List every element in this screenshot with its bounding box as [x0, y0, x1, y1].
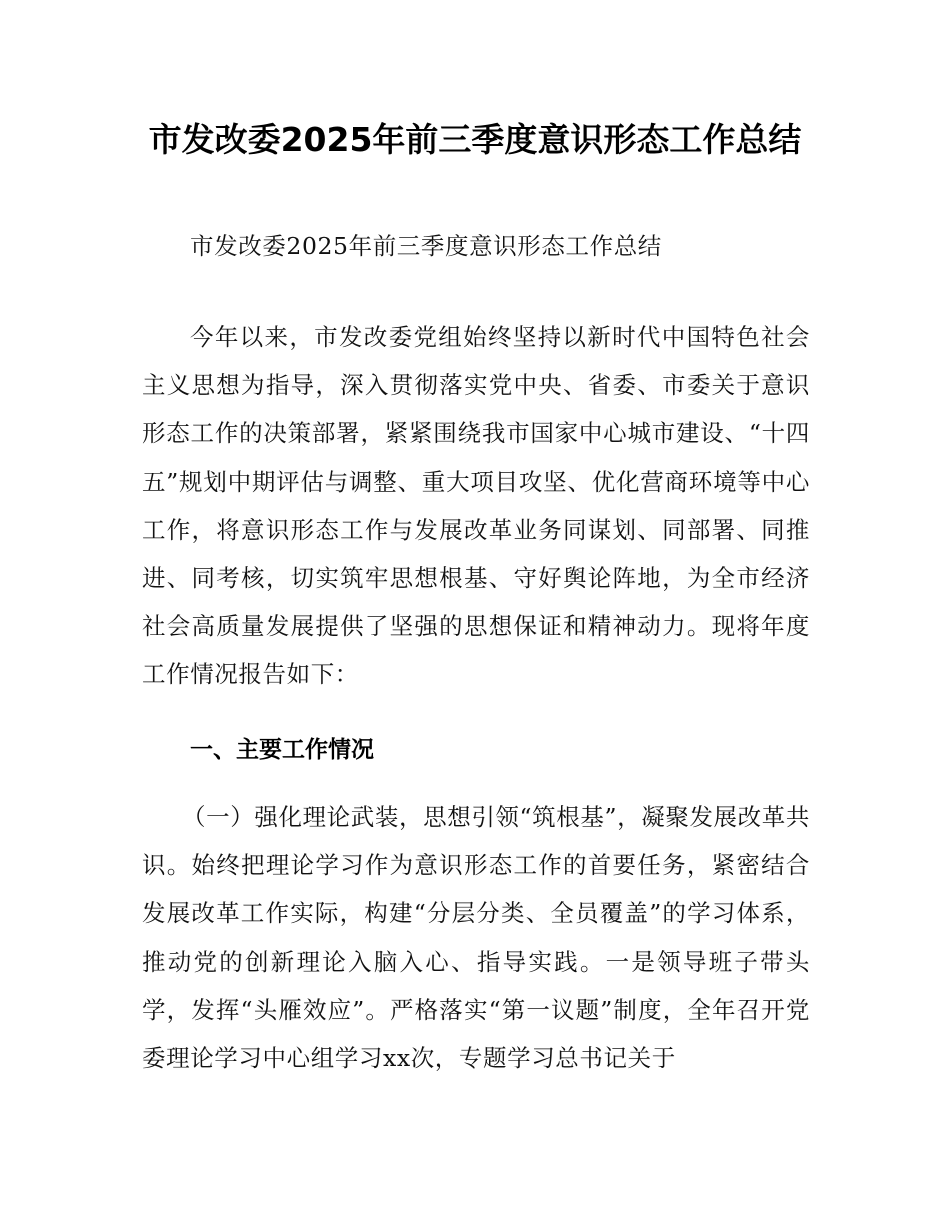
section-heading: 一、主要工作情况 — [190, 737, 374, 763]
subsection-paragraph: （一）强化理论武装，思想引领“筑根基”，凝聚发展改革共识。始终把理论学习作为意识形态工作的首要任务，紧密结合发展改革工作实际，构建“分层分类、全员覆盖”的学习体系，推动党的创新理论入脑入心、指导实践。一是领导班子带头学，发挥“头雁效应”。严格落实“第一议题”制度，全年召开党委理论学习中心组学习xx次，专题学习总书记关于 — [142, 803, 810, 1073]
intro-paragraph: 今年以来，市发改委党组始终坚持以新时代中国特色社会主义思想为指导，深入贯彻落实党中央、省委、市委关于意识形态工作的决策部署，紧紧围绕我市国家中心城市建设、“十四五”规划中期评估与调整、重大项目攻坚、优化营商环境等中心工作，将意识形态工作与发展改革业务同谋划、同部署、同推进、同考核，切实筑牢思想根基、守好舆论阵地，为全市经济社会高质量发展提供了坚强的思想保证和精神动力。现将年度工作情况报告如下： — [142, 323, 810, 689]
document-title: 市发改委2025年前三季度意识形态工作总结 — [148, 120, 802, 159]
document-subtitle: 市发改委2025年前三季度意识形态工作总结 — [190, 232, 662, 260]
